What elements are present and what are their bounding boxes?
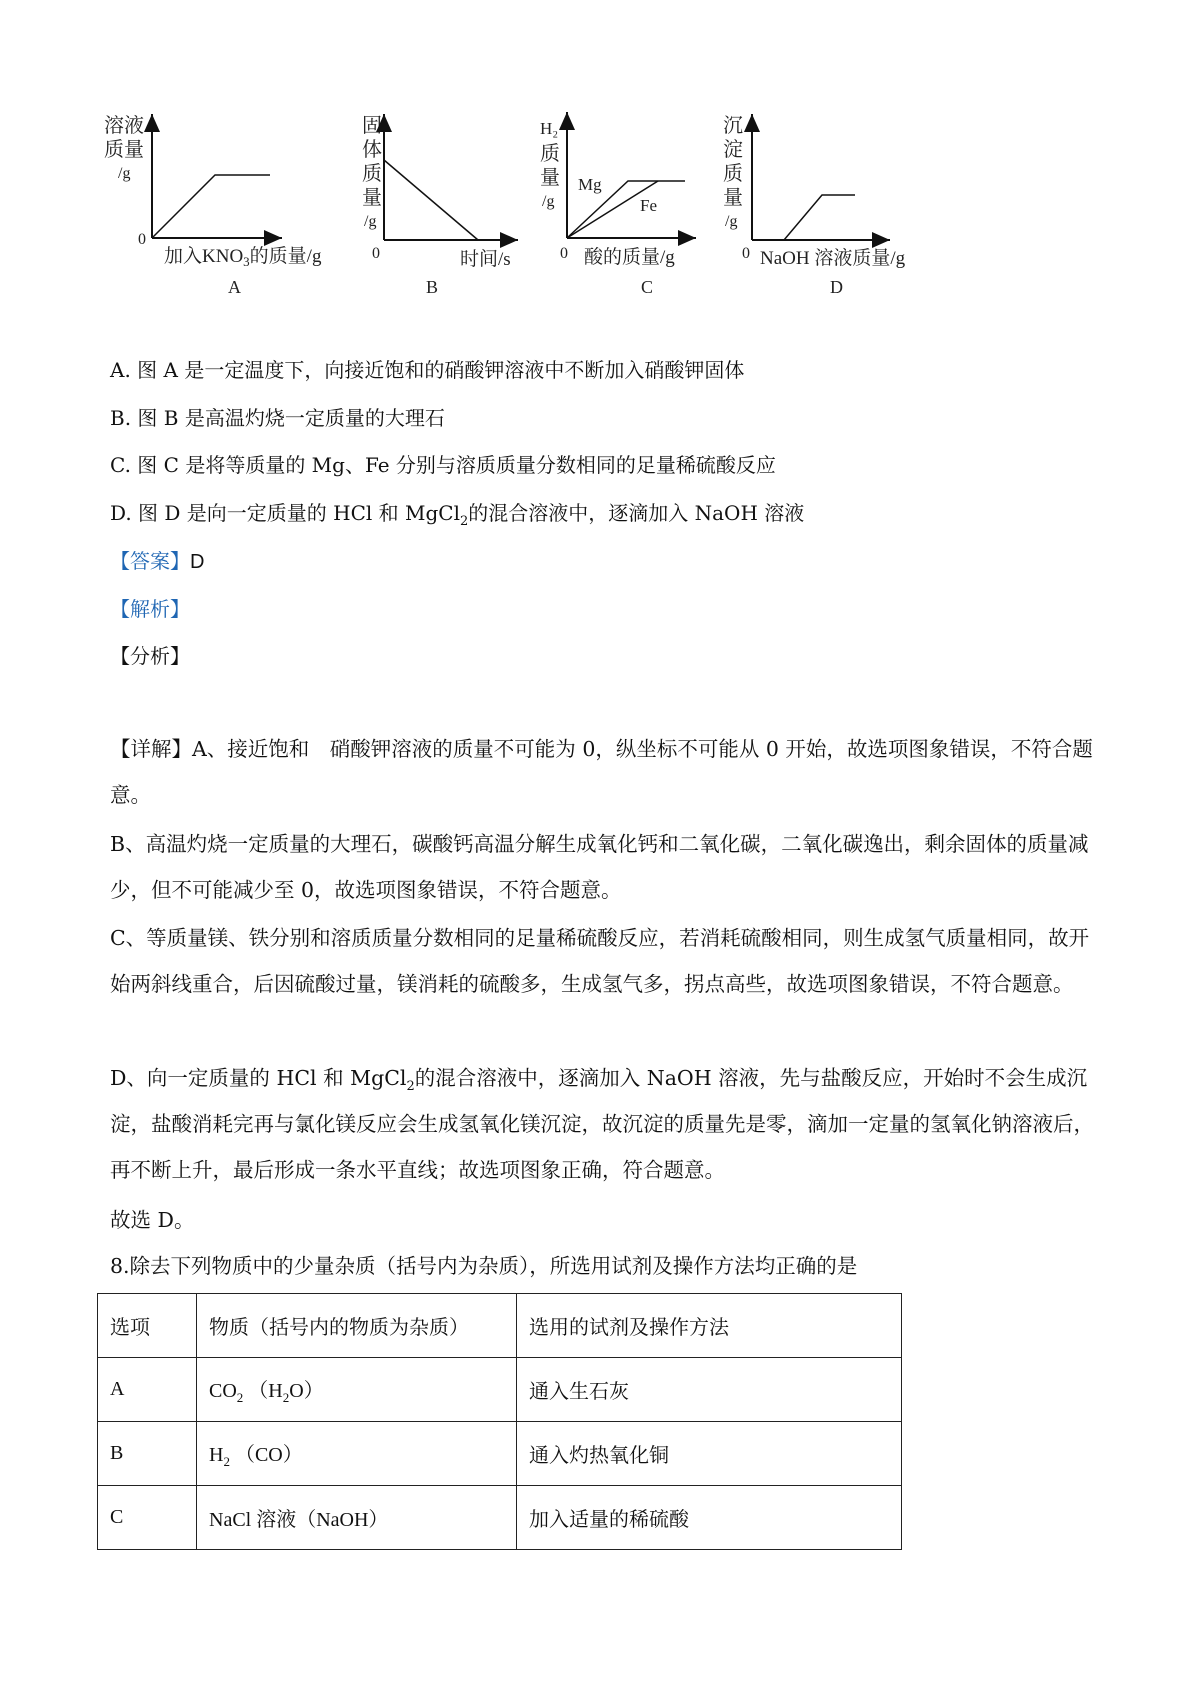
graph-a-curve bbox=[152, 175, 270, 238]
graph-d-xlabel: NaOH 溶液质量/g bbox=[760, 248, 906, 269]
row-b-substance: $H_2$ （CO） bbox=[197, 1422, 517, 1486]
answer-line bbox=[110, 548, 204, 575]
graph-b-ylabel-5: /g bbox=[364, 213, 377, 230]
graph-d bbox=[723, 114, 906, 297]
graph-d-ylabel-4: 量 bbox=[723, 187, 743, 209]
detail-conclusion: 故选 D。 bbox=[110, 1208, 195, 1232]
table-row bbox=[98, 1358, 902, 1422]
graph-a-xlabel: 加入$KNO_3$的质量/g bbox=[164, 246, 322, 269]
table-row bbox=[98, 1486, 902, 1550]
table-row bbox=[98, 1422, 902, 1486]
graph-a-ylabel-1: 溶液 bbox=[104, 115, 144, 137]
graph-c-ylabel-4: /g bbox=[542, 193, 555, 210]
row-b-method: 通入灼热氧化铜 bbox=[517, 1422, 902, 1486]
graph-d-curve bbox=[752, 195, 855, 240]
option-a: A. 图 A 是一定温度下，向接近饱和的硝酸钾溶液中不断加入硝酸钾固体 bbox=[110, 358, 745, 382]
answer-label: 【答案】 bbox=[110, 549, 190, 573]
answer-value: D bbox=[190, 551, 205, 573]
graph-d-ylabel-3: 质 bbox=[723, 163, 743, 185]
q8-stem: 8.除去下列物质中的少量杂质（括号内为杂质），所选用试剂及操作方法均正确的是 bbox=[110, 1254, 858, 1278]
graph-b bbox=[362, 114, 518, 297]
graph-c-origin: 0 bbox=[560, 245, 568, 262]
graph-c-label-fe: Fe bbox=[640, 196, 657, 215]
graph-d-caption: D bbox=[830, 277, 843, 297]
option-d: D. 图 D 是向一定质量的 HCl 和 MgCl$_2$的混合溶液中，逐滴加入 NaOH 溶液 bbox=[110, 501, 805, 529]
graph-b-ylabel-3: 质 bbox=[362, 163, 382, 185]
graph-c-ylabel-2: 质 bbox=[540, 143, 560, 165]
detail-b: B、高温灼烧一定质量的大理石，碳酸钙高温分解生成氧化钙和二氧化碳，二氧化碳逸出，剩余固体的质量减少，但不可能减少至 0，故选项图象错误，不符合题意。 bbox=[110, 832, 1089, 902]
option-b: B. 图 B 是高温灼烧一定质量的大理石 bbox=[110, 406, 445, 430]
graph-c-caption: C bbox=[641, 277, 654, 297]
row-a-option: A bbox=[98, 1358, 197, 1422]
graph-d-ylabel-2: 淀 bbox=[723, 139, 743, 161]
graph-b-ylabel-4: 量 bbox=[362, 187, 382, 209]
graph-c-label-mg: Mg bbox=[578, 175, 602, 194]
row-c-option: C bbox=[98, 1486, 197, 1550]
graph-b-caption: B bbox=[426, 277, 439, 297]
table-header-row bbox=[98, 1294, 902, 1358]
graph-b-ylabel-1: 固 bbox=[362, 115, 382, 137]
option-c: C. 图 C 是将等质量的 Mg、Fe 分别与溶质质量分数相同的足量稀硫酸反应 bbox=[110, 453, 776, 477]
graph-b-ylabel-2: 体 bbox=[362, 139, 382, 161]
graph-a bbox=[104, 114, 322, 297]
header-substance: 物质（括号内的物质为杂质） bbox=[197, 1294, 517, 1358]
header-option: 选项 bbox=[98, 1294, 197, 1358]
fenxi-label: 【分析】 bbox=[110, 644, 190, 668]
graph-c-ylabel-3: 量 bbox=[540, 167, 560, 189]
graph-a-origin: 0 bbox=[138, 231, 146, 248]
graph-c bbox=[540, 112, 696, 297]
graphs-svg bbox=[100, 110, 1020, 335]
row-a-method: 通入生石灰 bbox=[517, 1358, 902, 1422]
analysis-label: 【解析】 bbox=[110, 597, 190, 621]
row-c-method: 加入适量的稀硫酸 bbox=[517, 1486, 902, 1550]
graph-b-xlabel: 时间/s bbox=[460, 249, 511, 270]
graph-c-xlabel: 酸的质量/g bbox=[584, 247, 675, 268]
graph-a-ylabel-2: 质量 bbox=[104, 139, 144, 161]
graph-d-ylabel-5: /g bbox=[725, 213, 738, 230]
graph-b-origin: 0 bbox=[372, 245, 380, 262]
q8-table bbox=[97, 1293, 902, 1550]
graph-d-ylabel-1: 沉 bbox=[723, 115, 743, 137]
graph-c-ylabel-1: H₂ bbox=[540, 119, 559, 138]
detail-d: D、向一定质量的 HCl 和 MgCl$_2$的混合溶液中，逐滴加入 NaOH 溶液，先与盐酸反应，开始时不会生成沉淀，盐酸消耗完再与氯化镁反应会生成氢氧化镁沉淀，故沉淀的质量先是零，滴加一定量的氢氧化钠溶液后，再不断上升，最后形成一条水平直线；故选项图象正确，符合题意。 bbox=[110, 1066, 1094, 1182]
row-a-substance: $CO_2$ $(H_2O)$ bbox=[197, 1358, 517, 1422]
graph-a-ylabel-3: /g bbox=[118, 165, 131, 182]
detail-a: 【详解】A、接近饱和 硝酸钾溶液的质量不可能为 0，纵坐标不可能从 0 开始，故选项图象错误，不符合题意。 bbox=[110, 737, 1093, 807]
graph-a-caption: A bbox=[228, 277, 241, 297]
row-b-option: B bbox=[98, 1422, 197, 1486]
header-method: 选用的试剂及操作方法 bbox=[517, 1294, 902, 1358]
graph-d-origin: 0 bbox=[742, 245, 750, 262]
row-c-substance: NaCl 溶液（NaOH） bbox=[197, 1486, 517, 1550]
detail-c: C、等质量镁、铁分别和溶质质量分数相同的足量稀硫酸反应，若消耗硫酸相同，则生成氢气质量相同，故开始两斜线重合，后因硫酸过量，镁消耗的硫酸多，生成氢气多，拐点高些，故选项图象错误，不符合题意。 bbox=[110, 926, 1090, 996]
graphs-figure bbox=[100, 110, 1020, 335]
graph-b-curve bbox=[384, 160, 478, 240]
